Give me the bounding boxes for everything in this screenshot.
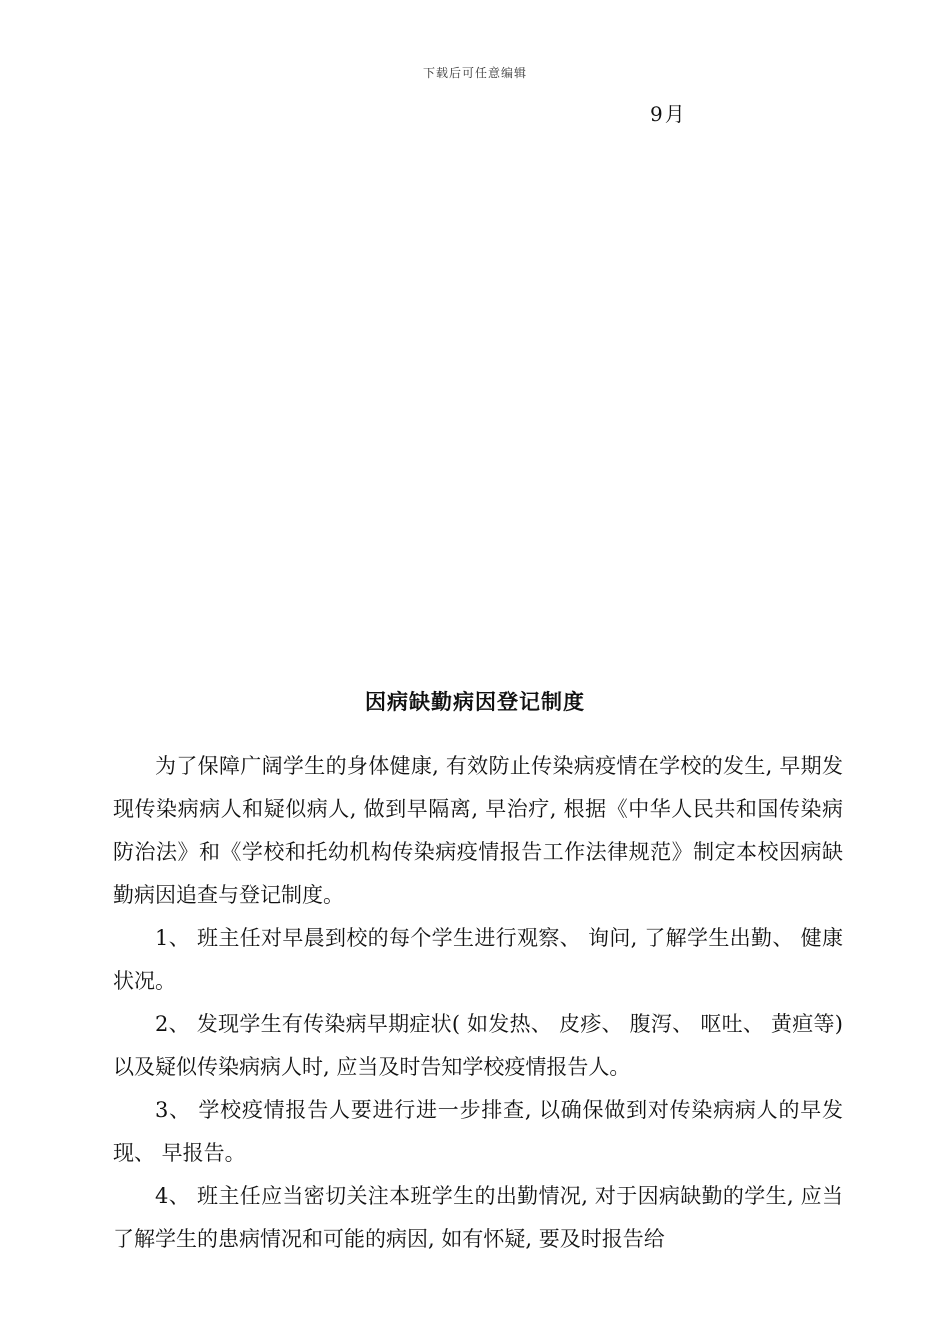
paragraph-item-3: 3、 学校疫情报告人要进行进一步排查, 以确保做到对传染病病人的早发现、 早报告。 [113, 1098, 843, 1165]
paragraph-intro: 为了保障广阔学生的身体健康, 有效防止传染病疫情在学校的发生, 早期发现传染病病人和疑似病人, 做到早隔离, 早治疗, 根据《中华人民共和国传染病防治法》和《学校和托幼机构传染病疫情报告工作法律规范》制定本校因病缺勤病因追查与登记制度。 [113, 754, 843, 907]
paragraph-item-1: 1、 班主任对早晨到校的每个学生进行观察、 询问, 了解学生出勤、 健康状况。 [113, 926, 843, 993]
month-label: 9月 [650, 102, 687, 126]
download-note: 下载后可任意编辑 [422, 66, 527, 80]
document-body [113, 745, 843, 1261]
document-title: 因病缺勤病因登记制度 [365, 690, 585, 714]
paragraph-item-2: 2、 发现学生有传染病早期症状( 如发热、 皮疹、 腹泻、 呕吐、 黄疸等) 以及疑似传染病病人时, 应当及时告知学校疫情报告人。 [113, 1012, 843, 1079]
paragraph-item-4: 4、 班主任应当密切关注本班学生的出勤情况, 对于因病缺勤的学生, 应当了解学生的患病情况和可能的病因, 如有怀疑, 要及时报告给 [113, 1184, 843, 1251]
